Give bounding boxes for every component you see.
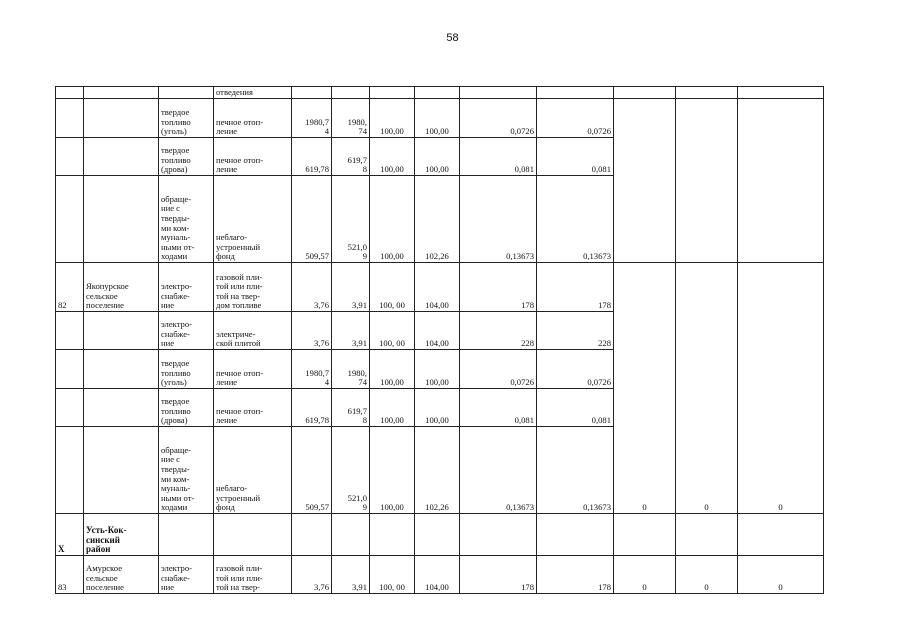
cell-norm-2 — [537, 87, 614, 99]
tariff-table — [55, 86, 824, 594]
cell-pct-1 — [370, 514, 415, 556]
cell-settlement — [84, 99, 159, 138]
table-row — [56, 514, 824, 556]
cell-type: печное отоп- ление — [214, 350, 292, 389]
cell-norm-2: 0,081 — [537, 389, 614, 427]
cell-service: твердое топливо (уголь) — [159, 99, 214, 138]
cell-service: обраще- ние с тверды- ми ком- муналь- ными от- ходами — [159, 427, 214, 514]
cell-settlement: Амурское сельское поселение — [84, 556, 159, 594]
cell-pct-2 — [415, 514, 460, 556]
cell-type: печное отоп- ление — [214, 138, 292, 176]
cell-side — [738, 87, 824, 99]
cell-side — [614, 514, 676, 556]
cell-norm-1: 178 — [460, 556, 537, 594]
cell-settlement — [84, 427, 159, 514]
cell-service: твердое топливо (дрова) — [159, 389, 214, 427]
cell-tariff-2 — [332, 514, 370, 556]
cell-num — [56, 138, 84, 176]
cell-settlement — [84, 389, 159, 427]
cell-side-value: 0 — [738, 556, 824, 594]
cell-settlement — [84, 312, 159, 350]
cell-num — [56, 427, 84, 514]
cell-side — [738, 514, 824, 556]
cell-tariff-1: 509,57 — [292, 176, 332, 263]
cell-pct-2: 104,00 — [415, 263, 460, 312]
cell-type: газовой пли- той или пли- той на твер- — [214, 556, 292, 594]
cell-pct-2: 102,26 — [415, 427, 460, 514]
cell-pct-2: 100,00 — [415, 99, 460, 138]
cell-norm-1 — [460, 87, 537, 99]
cell-side — [676, 514, 738, 556]
cell-side — [676, 87, 738, 99]
cell-settlement — [84, 176, 159, 263]
cell-pct-1: 100,00 — [370, 389, 415, 427]
cell-num — [56, 176, 84, 263]
table-row — [56, 556, 824, 594]
cell-pct-2 — [415, 87, 460, 99]
cell-norm-2: 178 — [537, 556, 614, 594]
cell-side-value: 0 — [676, 556, 738, 594]
cell-num: 82 — [56, 263, 84, 312]
cell-side-value: 0 — [676, 263, 738, 514]
cell-pct-1: 100,00 — [370, 176, 415, 263]
cell-service: обраще- ние с тверды- ми ком- муналь- ными от- ходами — [159, 176, 214, 263]
cell-pct-2: 104,00 — [415, 556, 460, 594]
cell-tariff-1: 619,78 — [292, 138, 332, 176]
cell-side — [614, 99, 676, 263]
cell-pct-2: 102,26 — [415, 176, 460, 263]
cell-pct-2: 104,00 — [415, 312, 460, 350]
cell-tariff-2: 3,91 — [332, 263, 370, 312]
cell-num: 83 — [56, 556, 84, 594]
cell-type: отведения — [214, 87, 292, 99]
cell-tariff-2: 1980, 74 — [332, 350, 370, 389]
cell-norm-2: 0,0726 — [537, 350, 614, 389]
cell-settlement — [84, 138, 159, 176]
cell-region-title: Усть-Кок- синский район — [84, 514, 159, 556]
cell-norm-1: 0,0726 — [460, 350, 537, 389]
cell-pct-1: 100,00 — [370, 427, 415, 514]
cell-norm-1: 0,081 — [460, 389, 537, 427]
cell-pct-1: 100,00 — [370, 138, 415, 176]
cell-tariff-1: 3,76 — [292, 263, 332, 312]
cell-side-value: 0 — [614, 263, 676, 514]
cell-tariff-2: 1980, 74 — [332, 99, 370, 138]
cell-service: твердое топливо (дрова) — [159, 138, 214, 176]
cell-tariff-2 — [332, 87, 370, 99]
cell-pct-1: 100, 00 — [370, 263, 415, 312]
cell-tariff-2: 3,91 — [332, 556, 370, 594]
cell-settlement — [84, 87, 159, 99]
cell-type: печное отоп- ление — [214, 99, 292, 138]
cell-type: газовой пли- той или пли- той на твер- дом топливе — [214, 263, 292, 312]
cell-type: неблаго- устроенный фонд — [214, 427, 292, 514]
cell-norm-2: 0,081 — [537, 138, 614, 176]
cell-pct-2: 100,00 — [415, 389, 460, 427]
cell-num — [56, 87, 84, 99]
cell-norm-1: 0,13673 — [460, 176, 537, 263]
cell-tariff-2: 521,0 9 — [332, 176, 370, 263]
cell-settlement — [84, 350, 159, 389]
cell-type — [214, 514, 292, 556]
cell-service: электро- снабже- ние — [159, 312, 214, 350]
cell-num — [56, 312, 84, 350]
cell-pct-2: 100,00 — [415, 138, 460, 176]
cell-type: неблаго- устроенный фонд — [214, 176, 292, 263]
cell-type: печное отоп- ление — [214, 389, 292, 427]
table-row — [56, 87, 824, 99]
cell-pct-1 — [370, 87, 415, 99]
cell-norm-1: 0,13673 — [460, 427, 537, 514]
cell-norm-2: 0,13673 — [537, 176, 614, 263]
cell-num — [56, 389, 84, 427]
cell-side — [676, 99, 738, 263]
cell-norm-1: 0,0726 — [460, 99, 537, 138]
cell-service — [159, 514, 214, 556]
cell-num — [56, 99, 84, 138]
cell-service: твердое топливо (уголь) — [159, 350, 214, 389]
cell-tariff-2: 3,91 — [332, 312, 370, 350]
cell-settlement: Якопурское сельское поселение — [84, 263, 159, 312]
cell-type: электриче- ской плитой — [214, 312, 292, 350]
cell-tariff-1: 619,78 — [292, 389, 332, 427]
cell-norm-1: 0,081 — [460, 138, 537, 176]
cell-section-num: X — [56, 514, 84, 556]
cell-service — [159, 87, 214, 99]
cell-pct-1: 100,00 — [370, 99, 415, 138]
cell-tariff-2: 619,7 8 — [332, 389, 370, 427]
cell-tariff-1 — [292, 87, 332, 99]
cell-pct-1: 100, 00 — [370, 556, 415, 594]
cell-tariff-1: 509,57 — [292, 427, 332, 514]
cell-tariff-1: 1980,7 4 — [292, 350, 332, 389]
cell-norm-2: 0,0726 — [537, 99, 614, 138]
cell-side — [738, 99, 824, 263]
cell-pct-1: 100,00 — [370, 350, 415, 389]
page-number: 58 — [446, 32, 459, 44]
cell-norm-1 — [460, 514, 537, 556]
cell-side-value: 0 — [738, 263, 824, 514]
cell-service: электро- снабже- ние — [159, 263, 214, 312]
cell-norm-2: 0,13673 — [537, 427, 614, 514]
cell-pct-2: 100,00 — [415, 350, 460, 389]
cell-norm-1: 178 — [460, 263, 537, 312]
table-row — [56, 99, 824, 138]
cell-tariff-1 — [292, 514, 332, 556]
cell-tariff-1: 1980,7 4 — [292, 99, 332, 138]
cell-tariff-1: 3,76 — [292, 312, 332, 350]
cell-norm-2 — [537, 514, 614, 556]
cell-norm-2: 178 — [537, 263, 614, 312]
table-row — [56, 263, 824, 312]
cell-norm-1: 228 — [460, 312, 537, 350]
cell-side-value: 0 — [614, 556, 676, 594]
cell-service: электро- снабже- ние — [159, 556, 214, 594]
cell-side — [614, 87, 676, 99]
cell-num — [56, 350, 84, 389]
cell-pct-1: 100, 00 — [370, 312, 415, 350]
cell-tariff-1: 3,76 — [292, 556, 332, 594]
cell-norm-2: 228 — [537, 312, 614, 350]
cell-tariff-2: 619,7 8 — [332, 138, 370, 176]
cell-tariff-2: 521,0 9 — [332, 427, 370, 514]
